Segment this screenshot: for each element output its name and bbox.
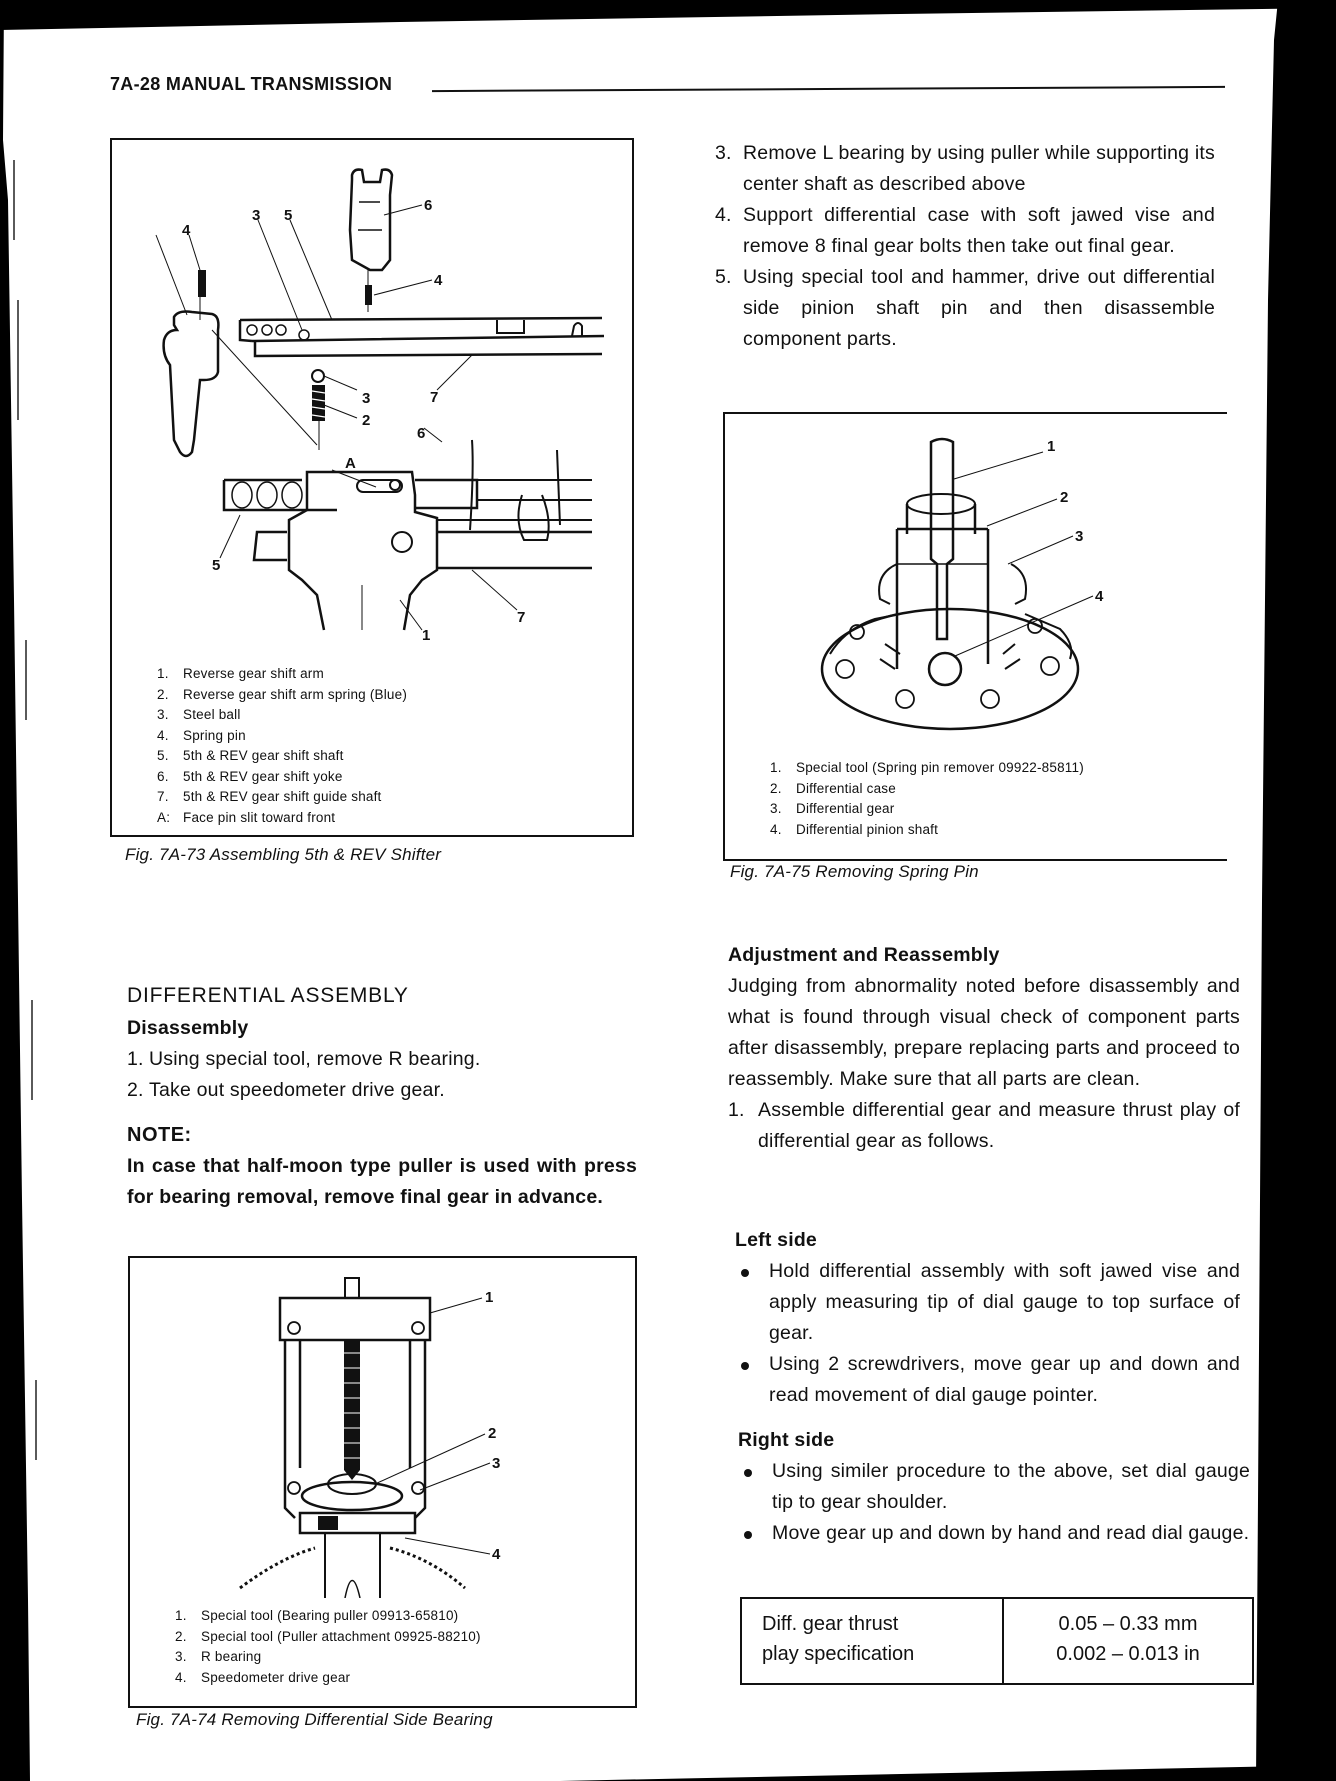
callout-label: 4: [182, 222, 191, 239]
subheading: Disassembly: [127, 1017, 249, 1039]
steel-ball-part: [312, 370, 324, 382]
figure-caption: Fig. 7A-75 Removing Spring Pin: [730, 862, 979, 881]
callout-label: 6: [424, 197, 433, 214]
r-bearing: [302, 1482, 402, 1510]
legend-item: 4. Spring pin: [157, 727, 246, 743]
page-header-title: [110, 74, 392, 95]
legend-item: 5. 5th & REV gear shift shaft: [157, 748, 344, 763]
callout-label: 7: [430, 389, 439, 406]
callout-label: 7: [517, 609, 526, 626]
callout-label: 2: [1060, 489, 1069, 506]
callout-label: 6: [417, 425, 426, 442]
scan-border-bottom: [0, 1761, 1336, 1781]
scan-border-right: [1256, 0, 1336, 1781]
legend-item: 1. Reverse gear shift arm: [157, 666, 324, 681]
legend-item: 2. Special tool (Puller attachment 09925-88210): [175, 1628, 481, 1644]
spec-label-cell: Diff. gear thrust play specification: [742, 1599, 1004, 1683]
figure-caption: Fig. 7A-73 Assembling 5th & REV Shifter: [125, 845, 442, 864]
figure-7a-74: [128, 1256, 637, 1708]
header-rule: [432, 86, 1225, 92]
bullet-item: Hold differential assembly with soft jawed vise and apply measuring tip of dial gauge to top surface of gear.: [735, 1256, 1240, 1349]
lower-shift-arm: [307, 472, 437, 630]
legend-item: 4. Speedometer drive gear: [175, 1669, 351, 1685]
callout-label: 5: [212, 557, 221, 574]
callout-label: 1: [485, 1289, 494, 1306]
step-item: 5. Using special tool and hammer, drive out differential side pinion shaft pin and then disassemble component parts.: [715, 266, 1215, 350]
bullet-icon: [744, 1469, 752, 1477]
shifter-diagram: [112, 140, 632, 640]
bullet-icon: [741, 1269, 749, 1277]
step-item: 3. Remove L bearing by using puller while supporting its center shaft as described above: [715, 142, 1215, 195]
bearing-puller-crossbar: [280, 1298, 430, 1340]
right-side-procedure: [738, 1425, 1250, 1549]
note-heading: NOTE:: [127, 1124, 192, 1146]
spec-table: [740, 1597, 1254, 1685]
puller-screw: [344, 1340, 360, 1470]
lower-shift-shaft: [224, 480, 337, 510]
differential-case-flange: [822, 609, 1078, 729]
figure-legend: [157, 664, 407, 828]
figure-legend: [770, 758, 1084, 840]
legend-item: 1. Special tool (Bearing puller 09913-65810): [175, 1608, 459, 1623]
section-title: MANUAL TRANSMISSION: [165, 74, 393, 94]
spring-pin-removal-diagram: [725, 414, 1227, 734]
figure-caption: Fig. 7A-74 Removing Differential Side Bearing: [136, 1710, 493, 1729]
legend-item: 2. Reverse gear shift arm spring (Blue): [157, 686, 408, 702]
note-text: In case that half-moon type puller is used with press for bearing removal, remove final gear in advance.: [127, 1155, 637, 1208]
reverse-shift-arm-part: [164, 312, 219, 456]
legend-item: 7. 5th & REV gear shift guide shaft: [157, 789, 382, 804]
bullet-item: Using similer procedure to the above, set dial gauge tip to gear shoulder.: [738, 1456, 1250, 1518]
callout-label: 4: [1095, 588, 1104, 605]
legend-item: 3. Steel ball: [157, 707, 241, 722]
spec-value-cell: [1004, 1599, 1252, 1683]
bullet-item: Using 2 screwdrivers, move gear up and down and read movement of dial gauge pointer.: [735, 1349, 1240, 1411]
legend-item: 6. 5th & REV gear shift yoke: [157, 768, 343, 784]
shift-yoke-part: [350, 170, 392, 270]
callout-label: 3: [492, 1455, 501, 1472]
removal-steps: [715, 138, 1215, 355]
figure-7a-73: [110, 138, 634, 837]
bullet-item: Move gear up and down by hand and read dial gauge.: [738, 1518, 1250, 1549]
section-heading: DIFFERENTIAL ASSEMBLY: [127, 984, 409, 1007]
callout-label: 4: [434, 272, 443, 289]
callout-label: A: [345, 455, 356, 472]
legend-item: A: Face pin slit toward front: [157, 809, 336, 825]
page-header: [110, 74, 1225, 96]
guide-shaft-part: [255, 341, 602, 356]
callout-label: 3: [1075, 528, 1084, 545]
figure-7a-75: [723, 412, 1227, 861]
legend-item: 4. Differential pinion shaft: [770, 821, 939, 837]
callout-label: 2: [488, 1425, 497, 1442]
callout-label: 2: [362, 412, 371, 429]
legend-item: 3. Differential gear: [770, 801, 895, 816]
step-item: 2. Take out speedometer drive gear.: [127, 1079, 445, 1101]
callout-label: 5: [284, 207, 293, 224]
scan-border-left: [0, 0, 40, 1781]
legend-item: 2. Differential case: [770, 780, 896, 796]
subheading: Left side: [735, 1229, 817, 1251]
legend-item: 3. R bearing: [175, 1649, 262, 1664]
callout-label: 1: [422, 627, 431, 640]
adjustment-reassembly-section: [728, 940, 1240, 1157]
spec-value-in: 0.002 – 0.013 in: [1056, 1643, 1200, 1665]
bearing-puller-diagram: [130, 1258, 635, 1598]
bullet-icon: [741, 1362, 749, 1370]
step-item: 1. Assemble differential gear and measure thrust play of differential gear as follows.: [728, 1099, 1240, 1152]
page-number: 7A-28: [110, 74, 161, 94]
spec-value-mm: 0.05 – 0.33 mm: [1058, 1613, 1198, 1635]
shift-shaft-part: [240, 318, 604, 341]
callout-label: 4: [492, 1546, 501, 1563]
callout-label: 3: [362, 390, 371, 407]
callout-label: 3: [252, 207, 261, 224]
left-side-procedure: [735, 1225, 1240, 1411]
callout-label: 1: [1047, 438, 1056, 455]
subheading: Right side: [738, 1429, 835, 1451]
differential-assembly-section: [127, 980, 637, 1213]
legend-item: 1. Special tool (Spring pin remover 09922-85811): [770, 760, 1084, 775]
step-item: 4. Support differential case with soft jawed vise and remove 8 final gear bolts then take out final gear.: [715, 204, 1215, 257]
bullet-icon: [744, 1531, 752, 1539]
intro-paragraph: Judging from abnormality noted before disassembly and what is found through visual check of component parts after disassembly, prepare replacing parts and proceed to reassembly. Make sure that all parts are clean.: [728, 975, 1240, 1090]
step-item: 1. Using special tool, remove R bearing.: [127, 1048, 481, 1070]
figure-legend: [175, 1606, 481, 1688]
subheading: Adjustment and Reassembly: [728, 944, 1000, 966]
scan-border-top: [0, 0, 1336, 30]
